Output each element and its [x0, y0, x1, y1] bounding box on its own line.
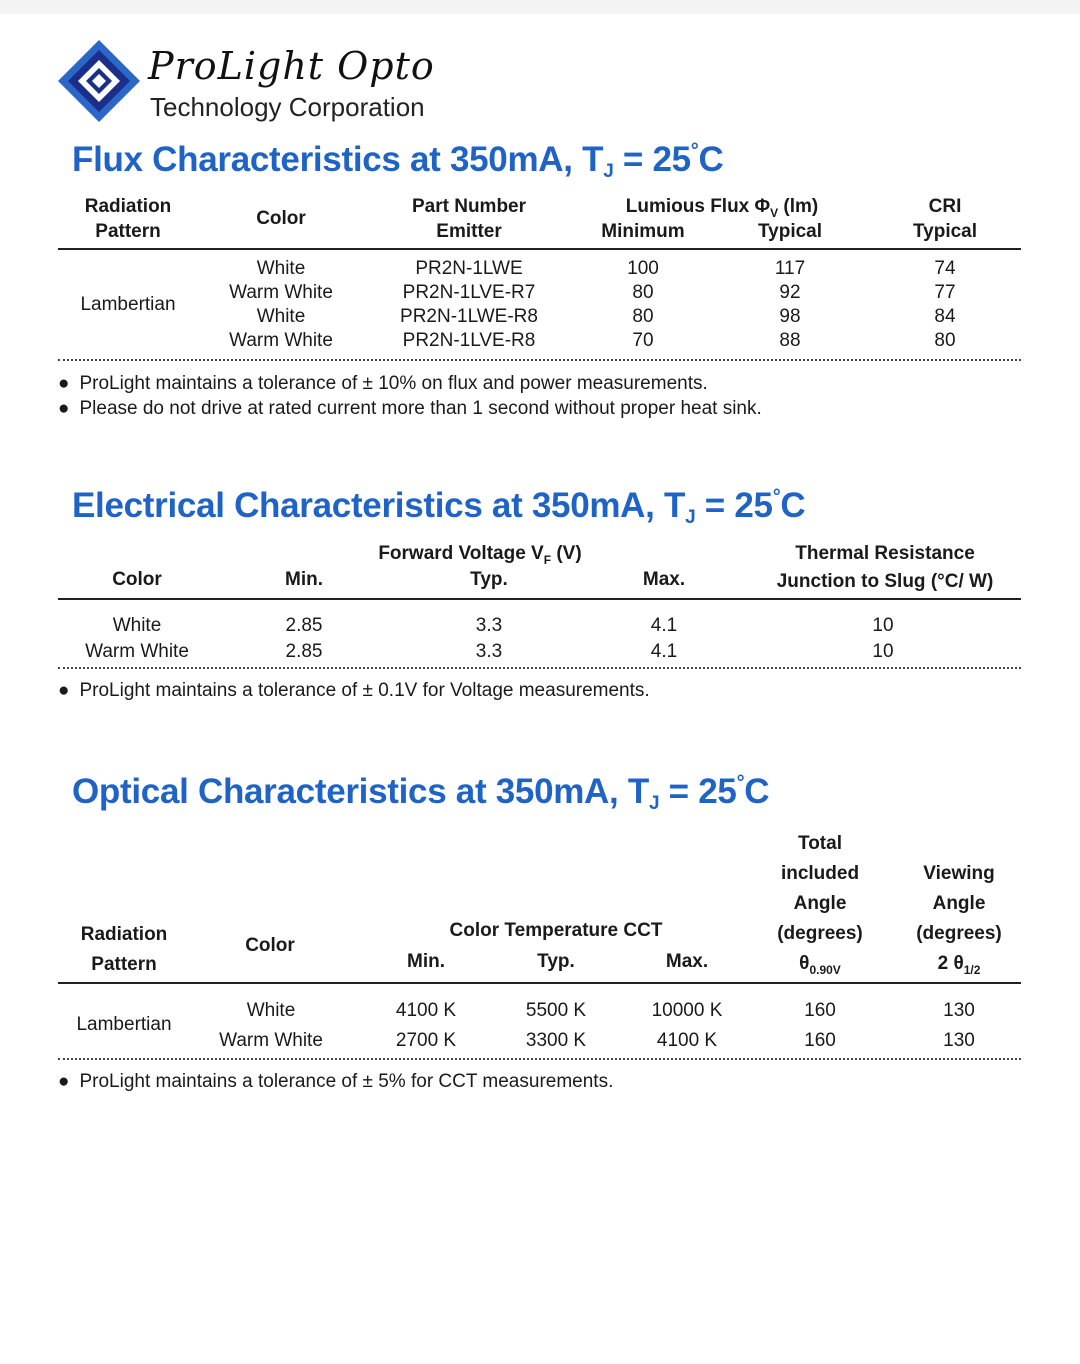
flux-row3-typ: 98	[779, 306, 801, 327]
optical-header-min: Min.	[407, 951, 445, 972]
flux-row4-cri: 80	[934, 330, 956, 351]
logo-subtitle: Technology Corporation	[150, 92, 425, 122]
electrical-row2-thermal: 10	[872, 641, 894, 662]
flux-row4-color: Warm White	[229, 330, 333, 351]
optical-header-max: Max.	[665, 951, 709, 972]
electrical-bottom-rule	[58, 667, 1021, 669]
optical-header-viewing-angle: Viewing Angle (degrees) 2 $\theta_{1/2}$	[916, 863, 1002, 977]
optical-row1-min: 4100 K	[395, 1000, 457, 1021]
optical-header-color: Color	[245, 935, 295, 956]
flux-row4-typ: 88	[779, 330, 801, 351]
electrical-row2-color: Warm White	[85, 641, 189, 662]
electrical-row2-typ: 3.3	[475, 641, 503, 662]
electrical-row1-thermal: 10	[872, 615, 894, 636]
flux-header-cri: CRI Typical	[912, 196, 978, 242]
flux-row4-part: PR2N-1LVE-R8	[402, 330, 536, 351]
optical-pattern-cell: Lambertian	[76, 1014, 172, 1035]
flux-row2-color: Warm White	[229, 282, 333, 303]
flux-pattern-cell: Lambertian	[80, 294, 176, 315]
flux-header-lumious: Lumious Flux $\Phi_V$ (lm)	[625, 196, 819, 220]
optical-row1-total: 160	[804, 1000, 836, 1021]
electrical-row2-max: 4.1	[650, 641, 678, 662]
optical-header-total-angle: Total included Angle (degrees) $\theta_{0.90V}$	[777, 833, 863, 977]
flux-note-2: ● Please do not drive at rated current more than 1 second without proper heat sink.	[58, 398, 762, 419]
optical-row2-total: 160	[804, 1030, 836, 1051]
flux-header-rule	[58, 248, 1021, 250]
top-bar	[0, 0, 1080, 14]
flux-title: Flux Characteristics at 350mA, $T_J = 25^\circ C$	[72, 140, 724, 182]
electrical-header-rule	[58, 598, 1021, 600]
optical-row2-max: 4100 K	[656, 1030, 718, 1051]
electrical-note: ● ProLight maintains a tolerance of ± 0.1V for Voltage measurements.	[58, 680, 650, 701]
flux-header-min: Minimum	[601, 221, 685, 242]
optical-header-typ: Typ.	[537, 951, 575, 972]
flux-row3-cri: 84	[934, 306, 956, 327]
flux-header-typ: Typical	[757, 221, 823, 242]
optical-row1-view: 130	[943, 1000, 975, 1021]
flux-row1-color: White	[256, 258, 306, 279]
flux-row3-part: PR2N-1LWE-R8	[400, 306, 538, 327]
flux-header-pattern: Radiation Pattern	[84, 196, 172, 242]
optical-row1-typ: 5500 K	[525, 1000, 587, 1021]
optical-header-pattern: Radiation Pattern	[80, 924, 168, 975]
flux-row1-cri: 74	[934, 258, 956, 279]
electrical-header-min: Min.	[285, 569, 323, 590]
electrical-header-thermal: Thermal Resistance Junction to Slug (°C/ W)	[776, 543, 994, 592]
electrical-header-fv: Forward Voltage $V_F$ (V)	[378, 543, 582, 567]
flux-row3-color: White	[256, 306, 306, 327]
flux-row2-min: 80	[632, 282, 654, 303]
optical-row2-min: 2700 K	[395, 1030, 457, 1051]
optical-row1-color: White	[246, 1000, 296, 1021]
optical-row2-typ: 3300 K	[525, 1030, 587, 1051]
electrical-header-typ: Typ.	[470, 569, 508, 590]
electrical-header-max: Max.	[642, 569, 686, 590]
optical-row2-color: Warm White	[219, 1030, 323, 1051]
flux-row2-typ: 92	[779, 282, 801, 303]
electrical-title: Electrical Characteristics at 350mA, $T_J = 25^\circ C$	[72, 486, 806, 528]
electrical-header-color: Color	[112, 569, 162, 590]
flux-row4-min: 70	[632, 330, 654, 351]
electrical-row1-min: 2.85	[285, 615, 323, 636]
flux-row1-min: 100	[627, 258, 659, 279]
optical-row2-view: 130	[943, 1030, 975, 1051]
flux-header-part: Part Number Emitter	[411, 196, 527, 242]
flux-row3-min: 80	[632, 306, 654, 327]
electrical-row1-color: White	[112, 615, 162, 636]
optical-note: ● ProLight maintains a tolerance of ± 5% for CCT measurements.	[58, 1071, 614, 1092]
flux-row1-part: PR2N-1LWE	[415, 258, 523, 279]
optical-header-rule	[58, 982, 1021, 984]
flux-header-color: Color	[256, 208, 306, 229]
optical-title: Optical Characteristics at 350mA, $T_J = 25^\circ C$	[72, 772, 770, 814]
prolight-logo-icon	[56, 38, 142, 124]
flux-bottom-rule	[58, 359, 1021, 361]
flux-row1-typ: 117	[774, 258, 806, 279]
electrical-row1-typ: 3.3	[475, 615, 503, 636]
flux-row2-cri: 77	[934, 282, 956, 303]
optical-header-cct: Color Temperature CCT	[449, 920, 663, 941]
logo-script-text: ProLight Opto	[148, 44, 435, 88]
flux-row2-part: PR2N-1LVE-R7	[402, 282, 536, 303]
optical-bottom-rule	[58, 1058, 1021, 1060]
flux-note-1: ● ProLight maintains a tolerance of ± 10% on flux and power measurements.	[58, 373, 708, 394]
electrical-row2-min: 2.85	[285, 641, 323, 662]
electrical-row1-max: 4.1	[650, 615, 678, 636]
optical-row1-max: 10000 K	[651, 1000, 723, 1021]
